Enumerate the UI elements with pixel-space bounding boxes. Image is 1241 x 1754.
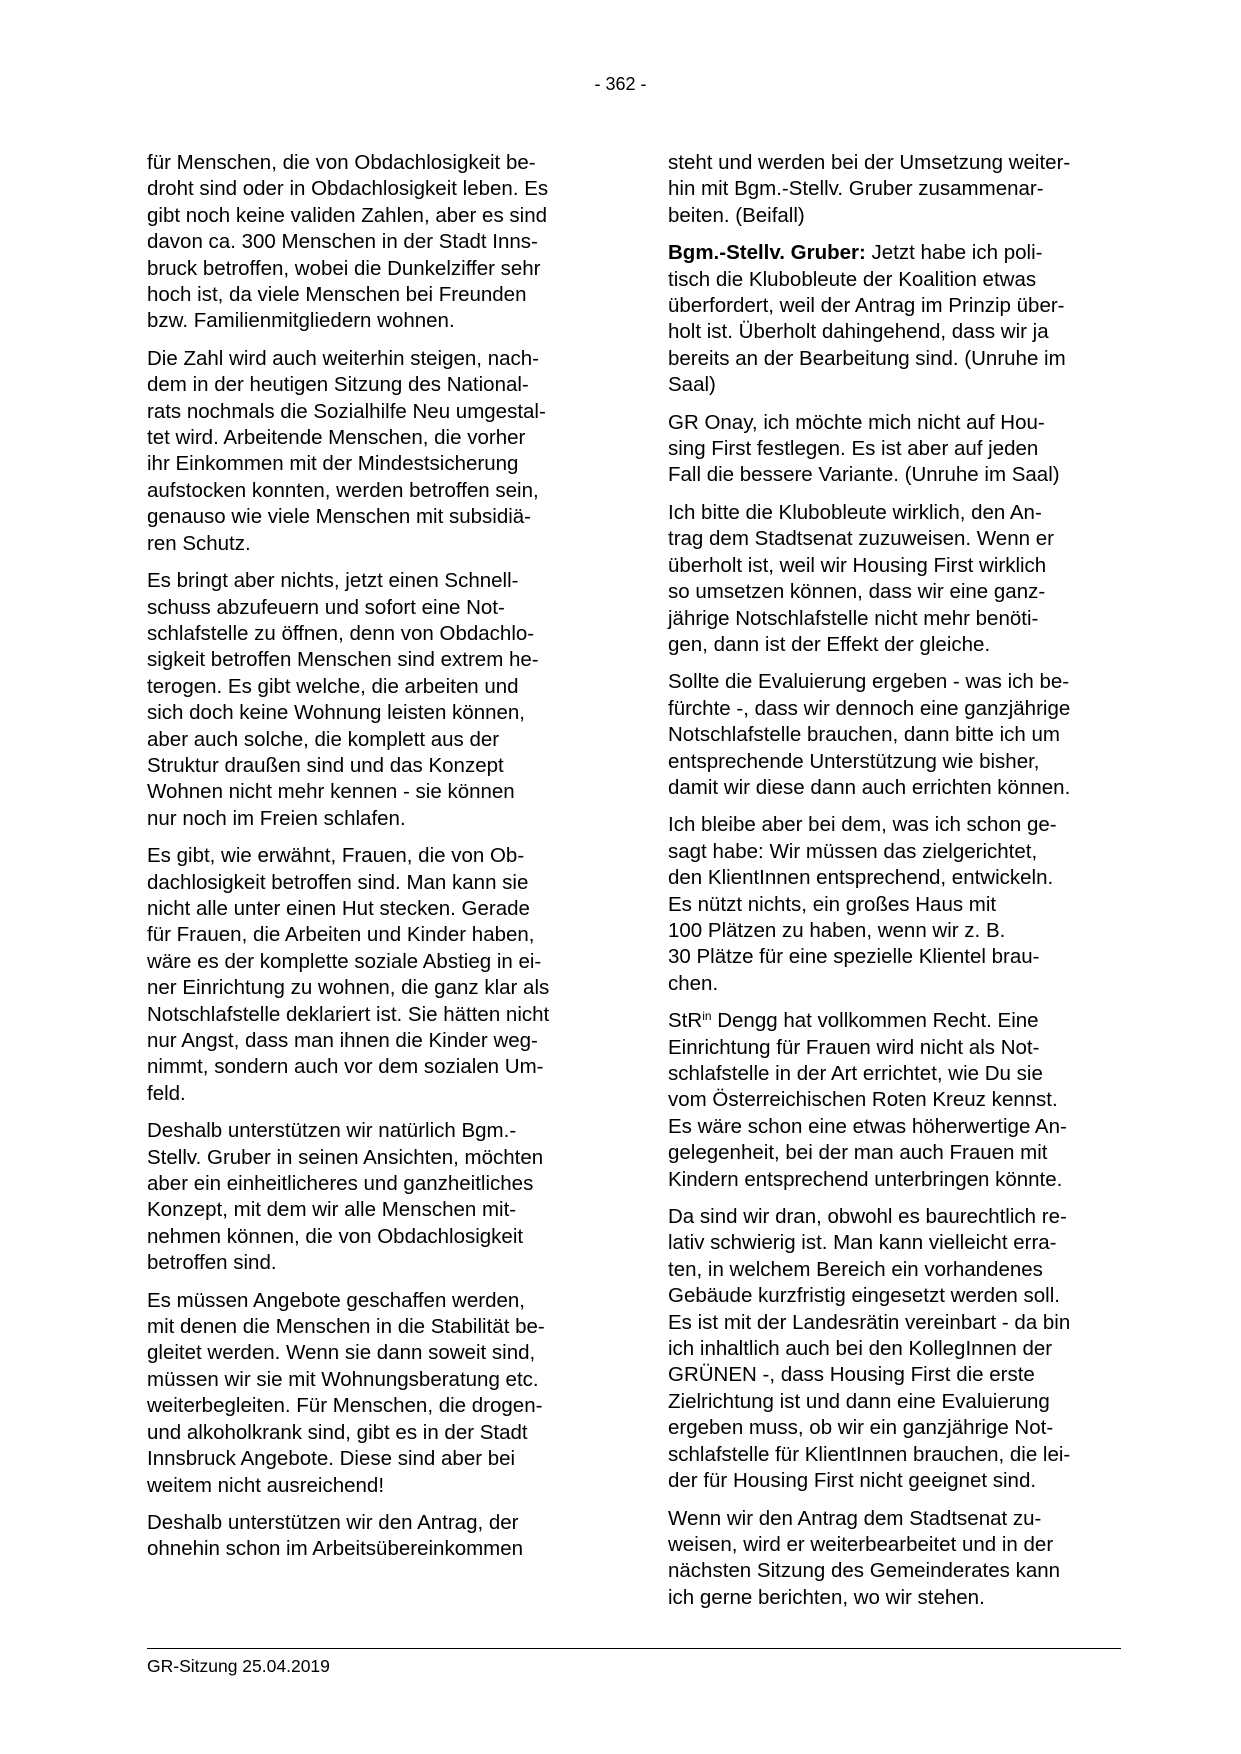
text-line: dachlosigkeit betroffen sind. Man kann sie <box>147 870 529 894</box>
text-line: droht sind oder in Obdachlosigkeit leben. Es <box>147 177 549 201</box>
text-line: aber auch solche, die komplett aus der <box>147 727 500 751</box>
right-text-column <box>668 150 1130 1622</box>
text-line: Ich bleibe aber bei dem, was ich schon ge- <box>668 813 1057 837</box>
text-line: weiterbegleiten. Für Menschen, die drogen- <box>147 1394 543 1418</box>
text-line: schuss abzufeuern und sofort eine Not- <box>147 595 505 619</box>
text-line: Konzept, mit dem wir alle Menschen mit- <box>147 1198 517 1222</box>
paragraph <box>668 812 1130 997</box>
paragraph <box>147 568 609 832</box>
text-line: ergeben muss, ob wir ein ganzjährige Not- <box>668 1416 1054 1440</box>
text-line: so umsetzen können, dass wir eine ganz- <box>668 580 1046 604</box>
text-line: Deshalb unterstützen wir natürlich Bgm.- <box>147 1119 517 1143</box>
paragraph <box>668 1008 1130 1193</box>
text-line: lativ schwierig ist. Man kann vielleicht erra- <box>668 1231 1057 1255</box>
text-line: Fall die bessere Variante. (Unruhe im Saal) <box>668 463 1060 487</box>
text-line: tet wird. Arbeitende Menschen, die vorher <box>147 426 526 450</box>
text-line: genauso wie viele Menschen mit subsidiä- <box>147 505 532 529</box>
text-line: ohnehin schon im Arbeitsübereinkommen <box>147 1537 524 1561</box>
text-line: Saal) <box>668 373 716 397</box>
paragraph <box>147 1118 609 1276</box>
text-line: Wohnen nicht mehr kennen - sie können <box>147 780 515 804</box>
text-line: für Frauen, die Arbeiten und Kinder haben, <box>147 923 535 947</box>
title-superscript: in <box>702 1009 712 1023</box>
text-line: ner Einrichtung zu wohnen, die ganz klar als <box>147 976 550 1000</box>
text-line: nicht alle unter einen Hut stecken. Gerade <box>147 896 530 920</box>
text-line: entsprechende Unterstützung wie bisher, <box>668 749 1040 773</box>
paragraph <box>668 1506 1130 1612</box>
text-line: Da sind wir dran, obwohl es baurechtlich re- <box>668 1205 1067 1229</box>
text-line: Es nützt nichts, ein großes Haus mit <box>668 892 997 916</box>
text-line: ich gerne berichten, wo wir stehen. <box>668 1585 985 1609</box>
paragraph <box>668 1204 1130 1494</box>
text-line: sagt habe: Wir müssen das zielgerichtet, <box>668 839 1038 863</box>
text-line: bruck betroffen, wobei die Dunkelziffer sehr <box>147 256 541 280</box>
paragraph <box>147 1510 609 1563</box>
text-line: nimmt, sondern auch vor dem sozialen Um- <box>147 1055 544 1079</box>
text-line: 100 Plätzen zu haben, wenn wir z. B. <box>668 918 1006 942</box>
text-line: tisch die Klubobleute der Koalition etwas <box>668 267 1037 291</box>
paragraph <box>668 669 1130 801</box>
text-line: überholt ist, weil wir Housing First wirklich <box>668 553 1047 577</box>
paragraph <box>668 410 1130 489</box>
text-line: für Menschen, die von Obdachlosigkeit be- <box>147 151 536 174</box>
text-line: Stellv. Gruber in seinen Ansichten, möchten <box>147 1145 544 1169</box>
text-line: nehmen können, die von Obdachlosigkeit <box>147 1224 524 1248</box>
text-line: Struktur draußen sind und das Konzept <box>147 753 504 777</box>
text-line: den KlientInnen entsprechend, entwickeln. <box>668 866 1054 890</box>
text-line: Gebäude kurzfristig eingesetzt werden soll. <box>668 1284 1060 1308</box>
footer-session-date: GR-Sitzung 25.04.2019 <box>147 1656 330 1676</box>
text-line: nur noch im Freien schlafen. <box>147 806 406 830</box>
text-line: gibt noch keine validen Zahlen, aber es sind <box>147 203 548 227</box>
paragraph <box>668 150 1130 229</box>
text-line: Zielrichtung ist und dann eine Evaluierung <box>668 1389 1050 1413</box>
text-line: Innsbruck Angebote. Diese sind aber bei <box>147 1447 516 1471</box>
text-line: feld. <box>147 1081 186 1105</box>
text-line: Deshalb unterstützen wir den Antrag, der <box>147 1510 519 1534</box>
speaker-name: Bgm.-Stellv. Gruber: <box>668 241 866 265</box>
text-line: sigkeit betroffen Menschen sind extrem he- <box>147 648 539 672</box>
text-line <box>668 240 1130 266</box>
text-line: Es gibt, wie erwähnt, Frauen, die von Ob- <box>147 844 525 868</box>
paragraph <box>147 843 609 1107</box>
paragraph <box>668 500 1130 658</box>
text-line: nächsten Sitzung des Gemeinderates kann <box>668 1559 1061 1583</box>
text-line: holt ist. Überholt dahingehend, dass wir ja <box>668 320 1049 344</box>
text-line: fürchte -, dass wir dennoch eine ganzjährige <box>668 696 1071 720</box>
text-line: rats nochmals die Sozialhilfe Neu umgestal- <box>147 399 546 423</box>
text-line: bereits an der Bearbeitung sind. (Unruhe im <box>668 346 1066 370</box>
text-line: damit wir diese dann auch errichten können. <box>668 775 1071 799</box>
text-line: ten, in welchem Bereich ein vorhandenes <box>668 1257 1043 1281</box>
text-line: Einrichtung für Frauen wird nicht als Not- <box>668 1035 1040 1059</box>
text-line: Kindern entsprechend unterbringen könnte. <box>668 1167 1063 1191</box>
text-line: GRÜNEN -, dass Housing First die erste <box>668 1363 1035 1387</box>
text-line: der für Housing First nicht geeignet sind. <box>668 1469 1037 1493</box>
text-line: Sollte die Evaluierung ergeben - was ich be- <box>668 670 1070 694</box>
text-line: chen. <box>668 971 719 995</box>
text-line: Es müssen Angebote geschaffen werden, <box>147 1288 525 1312</box>
text-line: Ich bitte die Klubobleute wirklich, den An- <box>668 500 1042 524</box>
text-line: wäre es der komplette soziale Abstieg in ei- <box>147 949 542 973</box>
text-line: schlafstelle für KlientInnen brauchen, die lei- <box>668 1442 1071 1466</box>
text-line: nur Angst, dass man ihnen die Kinder weg- <box>147 1029 538 1052</box>
title-abbreviation: StR <box>668 1009 703 1033</box>
text-line: dem in der heutigen Sitzung des National- <box>147 373 529 397</box>
text-line: ren Schutz. <box>147 531 251 555</box>
text-line: beiten. (Beifall) <box>668 203 805 227</box>
text-line <box>668 1008 1130 1034</box>
text-line: gen, dann ist der Effekt der gleiche. <box>668 632 991 656</box>
text-line: Es bringt aber nichts, jetzt einen Schnell- <box>147 569 519 593</box>
text-line: hin mit Bgm.-Stellv. Gruber zusammenar- <box>668 177 1044 201</box>
text-line: sing First festlegen. Es ist aber auf jeden <box>668 437 1039 461</box>
paragraph <box>147 1288 609 1499</box>
text-line: Notschlafstelle deklariert ist. Sie hätten nicht <box>147 1002 550 1026</box>
text-line: 30 Plätze für eine spezielle Klientel brau- <box>668 945 1040 969</box>
text-line: betroffen sind. <box>147 1251 277 1275</box>
text-line: vom Österreichischen Roten Kreuz kennst. <box>668 1088 1058 1112</box>
text-line: sich doch keine Wohnung leisten können, <box>147 701 525 725</box>
text-line: aber ein einheitlicheres und ganzheitliches <box>147 1172 534 1196</box>
text-line: davon ca. 300 Menschen in der Stadt Inns- <box>147 230 538 254</box>
text-line: überfordert, weil der Antrag im Prinzip über- <box>668 294 1065 318</box>
text-line: steht und werden bei der Umsetzung weiter- <box>668 151 1071 174</box>
text-line: schlafstelle zu öffnen, denn von Obdachlo- <box>147 621 535 645</box>
text-line: Wenn wir den Antrag dem Stadtsenat zu- <box>668 1506 1042 1530</box>
left-text-column <box>147 150 609 1574</box>
text-line: hoch ist, da viele Menschen bei Freunden <box>147 283 527 307</box>
text-line: GR Onay, ich möchte mich nicht auf Hou- <box>668 410 1045 434</box>
text-fragment: Jetzt habe ich poli- <box>865 241 1043 265</box>
text-line: Notschlafstelle brauchen, dann bitte ich um <box>668 723 1061 747</box>
text-line: Die Zahl wird auch weiterhin steigen, nach- <box>147 346 539 370</box>
text-line: ihr Einkommen mit der Mindestsicherung <box>147 452 519 476</box>
text-line: weitem nicht ausreichend! <box>147 1473 385 1497</box>
text-line: und alkoholkrank sind, gibt es in der Stadt <box>147 1420 528 1444</box>
page-number: - 362 - <box>594 74 647 94</box>
text-line: müssen wir sie mit Wohnungsberatung etc. <box>147 1367 539 1391</box>
footer-divider <box>147 1648 1121 1649</box>
text-line: gleitet werden. Wenn sie dann soweit sind, <box>147 1341 536 1365</box>
text-line: bzw. Familienmitgliedern wohnen. <box>147 309 455 333</box>
text-line: gelegenheit, bei der man auch Frauen mit <box>668 1141 1048 1165</box>
text-line: weisen, wird er weiterbearbeitet und in der <box>668 1532 1054 1556</box>
text-line: schlafstelle in der Art errichtet, wie Du sie <box>668 1062 1043 1085</box>
text-line: terogen. Es gibt welche, die arbeiten und <box>147 674 519 698</box>
text-line: mit denen die Menschen in die Stabilität be- <box>147 1315 545 1339</box>
text-line: jährige Notschlafstelle nicht mehr benöti- <box>668 606 1039 630</box>
text-line: trag dem Stadtsenat zuzuweisen. Wenn er <box>668 527 1054 551</box>
text-line: Es ist mit der Landesrätin vereinbart - da bin <box>668 1310 1071 1334</box>
paragraph <box>147 346 609 557</box>
text-line: aufstocken konnten, werden betroffen sein, <box>147 478 539 502</box>
text-fragment: Dengg hat vollkommen Recht. Eine <box>711 1009 1039 1033</box>
text-line: ich inhaltlich auch bei den KollegInnen der <box>668 1337 1053 1361</box>
paragraph <box>147 150 609 335</box>
paragraph-speaker-statement <box>668 240 1130 398</box>
text-line: Es wäre schon eine etwas höherwertige An- <box>668 1114 1067 1138</box>
